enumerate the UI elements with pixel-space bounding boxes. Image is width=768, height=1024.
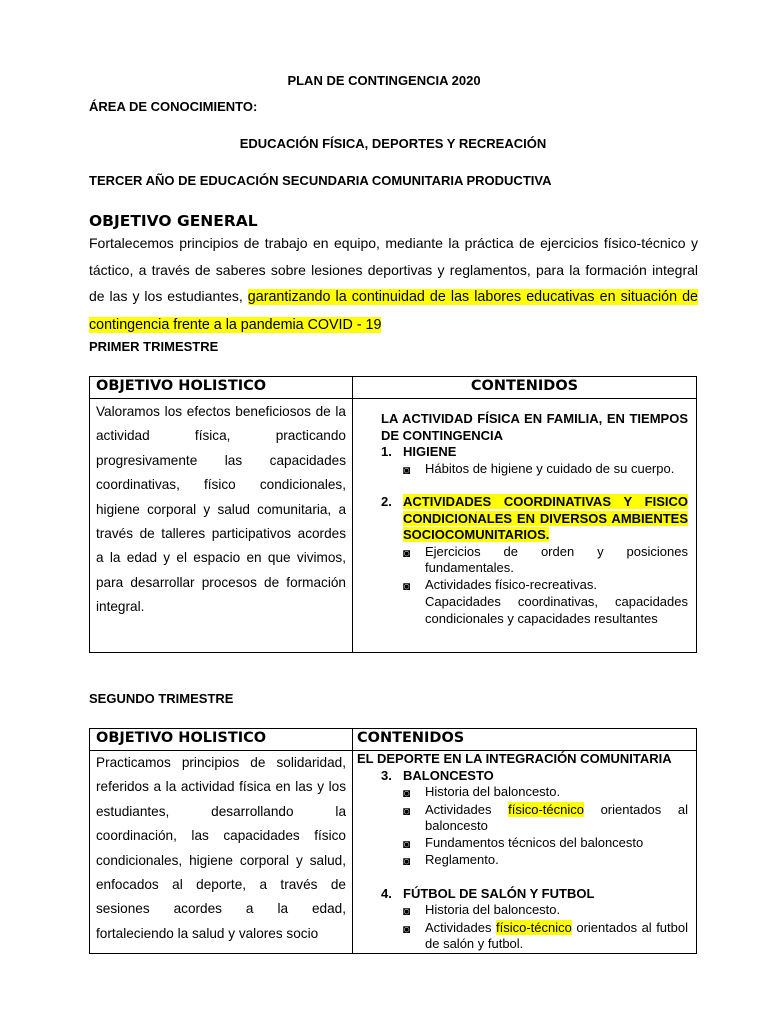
- t2-contenidos-cell: [353, 751, 697, 954]
- t2-item-4: 4. FÚTBOL DE SALÓN Y FUTBOL: [381, 885, 595, 901]
- t1-item-1-bullet-1: ◙ Hábitos de higiene y cuidado de su cuerpo.: [403, 460, 675, 477]
- bullet-icon: ◙: [403, 803, 411, 818]
- t1-item-2-bullet-2-continued: Capacidades coordinativas, capacidades condicionales y capacidades resultantes: [425, 594, 688, 626]
- bullet-icon: ◙: [403, 462, 411, 477]
- bullet-icon: ◙: [403, 854, 411, 868]
- segundo-trimestre-label: SEGUNDO TRIMESTRE: [89, 691, 234, 706]
- t1-objetivo-text: Valoramos los efectos beneficiosos de la actividad física, practicando progresivamente las capacidades coordinativas, físico condicionales, higiene corporal y salud comunitaria, a través de talleres participativos acordes a la edad y el espacio en que vivimos, para desarrollar procesos de formación integral.: [96, 404, 346, 615]
- bullet-icon: ◙: [403, 578, 411, 593]
- t1-item-1: 1. HIGIENE: [381, 444, 457, 459]
- bullet-icon: ◙: [403, 786, 411, 800]
- bullet-icon: ◙: [403, 545, 411, 560]
- objetivo-general-highlight: garantizando la continuidad de las labores educativas en situación de contingencia frente a la pandemia COVID - 19: [89, 289, 698, 333]
- objetivo-general-heading: OBJETIVO GENERAL: [89, 212, 258, 230]
- t1-header-contenidos: CONTENIDOS: [353, 377, 697, 399]
- t1-header-objetivo: OBJETIVO HOLISTICO: [90, 377, 353, 399]
- t1-contenidos-cell: [353, 399, 697, 653]
- bullet-icon: ◙: [403, 904, 411, 918]
- t2-item-3-bullet-3: ◙ Fundamentos técnicos del baloncesto: [403, 834, 644, 851]
- area-label: ÁREA DE CONOCIMIENTO:: [89, 99, 258, 114]
- t2-item-4-bullet-1: ◙ Historia del baloncesto.: [403, 902, 561, 918]
- t2-objetivo-cell: [90, 751, 353, 954]
- t2-main-topic: EL DEPORTE EN LA INTEGRACIÓN COMUNITARIA: [357, 751, 672, 766]
- t1-item-2-bullet-2: ◙ Actividades físico-recreativas.: [403, 576, 597, 593]
- document-title: PLAN DE CONTINGENCIA 2020: [287, 73, 481, 88]
- t2-item-3: 3. BALONCESTO: [381, 767, 494, 783]
- t2-item-3-bullet-1: ◙ Historia del baloncesto.: [403, 784, 561, 800]
- t2-header-contenidos: CONTENIDOS: [353, 729, 697, 751]
- t1-item-2: 2. ACTIVIDADES COORDINATIVAS Y FISICO CONDICIONALES EN DIVERSOS AMBIENTES SOCIOCOMUNITARIOS.: [381, 494, 688, 542]
- t2-item-3-bullet-2: ◙ Actividades físico-técnico orientados al baloncesto: [403, 801, 688, 833]
- objetivo-general-plain: Fortalecemos principios de trabajo en equipo, mediante la práctica de ejercicios físico-técnico y táctico, a través de saberes sobre lesiones deportivas y reglamentos, para la formación integral de las y los estudiantes,: [89, 235, 698, 304]
- primer-trimestre-label: PRIMER TRIMESTRE: [89, 339, 219, 354]
- segundo-trimestre-table: [89, 728, 697, 954]
- t2-header-objetivo: OBJETIVO HOLISTICO: [90, 729, 353, 751]
- t2-item-4-bullet-2: ◙ Actividades físico-técnico orientados al futbol de salón y futbol.: [403, 919, 688, 951]
- objetivo-general-text: [89, 230, 698, 338]
- bullet-icon: ◙: [403, 921, 411, 936]
- t1-item-2-bullet-1: ◙ Ejercicios de orden y posiciones fundamentales.: [403, 543, 688, 575]
- t1-objetivo-cell: [90, 399, 353, 653]
- grade-level: TERCER AÑO DE EDUCACIÓN SECUNDARIA COMUNITARIA PRODUCTIVA: [89, 173, 552, 188]
- area-name: EDUCACIÓN FÍSICA, DEPORTES Y RECREACIÓN: [239, 136, 547, 151]
- t1-main-topic: LA ACTIVIDAD FÍSICA EN FAMILIA, EN TIEMPOS DE CONTINGENCIA: [381, 411, 688, 443]
- bullet-icon: ◙: [403, 836, 411, 851]
- t2-objetivo-text: Practicamos principios de solidaridad, referidos a la actividad física en las y los estudiantes, desarrollando la coordinación, las capacidades físico condicionales, higiene corporal y salud, enfocados al deporte, a través de sesiones acordes a la edad, fortaleciendo la salud y valores socio: [96, 755, 346, 941]
- t2-item-3-bullet-4: ◙ Reglamento.: [403, 852, 499, 868]
- primer-trimestre-table: [89, 376, 697, 653]
